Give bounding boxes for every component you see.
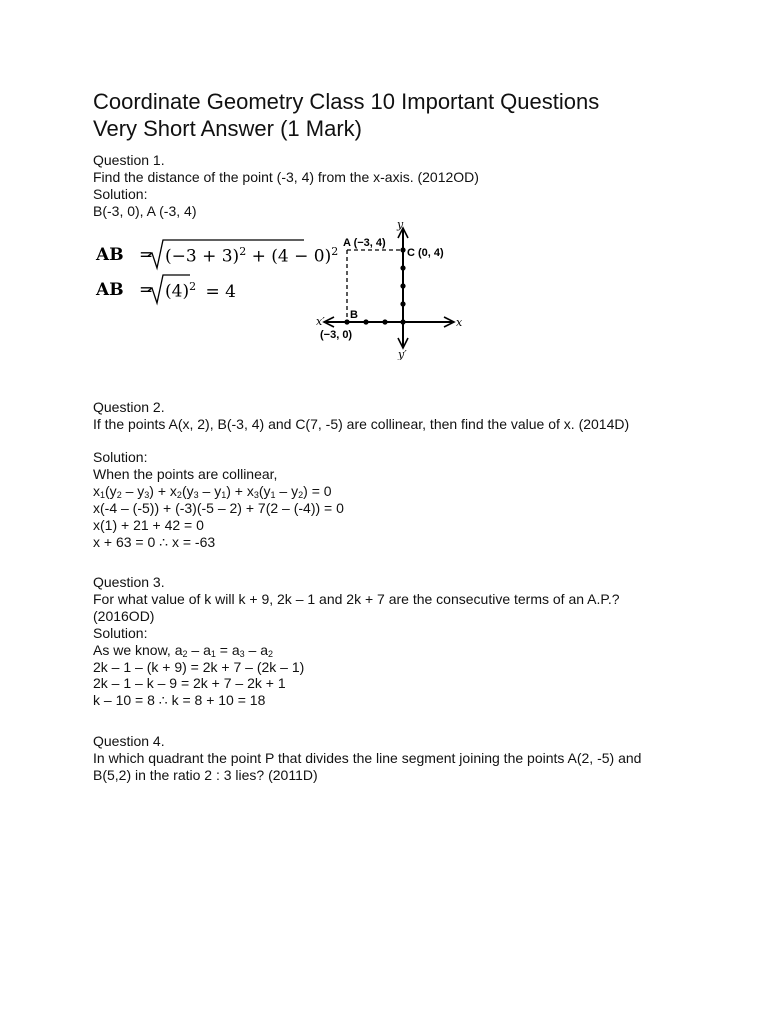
q2-line-1: When the points are collinear, bbox=[93, 466, 278, 482]
q1-solution-label: Solution: bbox=[93, 186, 148, 202]
q3-solution-label: Solution: bbox=[93, 625, 148, 641]
q1-coordinate-figure bbox=[312, 218, 472, 360]
axis-y-neg-label: y′ bbox=[398, 348, 407, 360]
formula2-inner: (4) bbox=[165, 281, 190, 302]
formula2-result: = 4 bbox=[205, 281, 236, 302]
q1-formula-2 bbox=[96, 280, 153, 300]
formula1-term-2: + (4 − 0) bbox=[251, 246, 332, 267]
formula2-lhs: AB bbox=[96, 280, 124, 300]
axis-y-label: y bbox=[397, 218, 404, 231]
label-B-coord: (−3, 0) bbox=[320, 329, 353, 341]
label-C: C (0, 4) bbox=[407, 247, 444, 259]
formula2-equals: = bbox=[138, 280, 154, 300]
q2-line-3: x(-4 – (-5)) + (-3)(-5 – 2) + 7(2 – (-4)) = 0 bbox=[93, 500, 344, 516]
q4-text: In which quadrant the point P that divides the line segment joining the points A(2, -5) and B(5,2) in the ratio 2 : 3 lies? (2011D) bbox=[93, 750, 646, 783]
axis-x-label: x bbox=[456, 316, 463, 329]
formula1-lhs: AB bbox=[96, 245, 124, 265]
q1-formula-1 bbox=[96, 245, 153, 265]
q2-line-4: x(1) + 21 + 42 = 0 bbox=[93, 517, 204, 533]
q1-text: Find the distance of the point (-3, 4) from the x-axis. (2012OD) bbox=[93, 169, 479, 185]
formula1-equals: = bbox=[138, 245, 154, 265]
q3-line-1: As we know, $a_2 - a_1 = a_3 - a_2$ bbox=[93, 642, 274, 659]
q3-text: For what value of k will k + 9, 2k – 1 and 2k + 7 are the consecutive terms of an A.P.? (2016OD) bbox=[93, 591, 624, 624]
formula2-radicand bbox=[165, 280, 236, 302]
q2-text: If the points A(x, 2), B(-3, 4) and C(7, -5) are collinear, then find the value of x. (2014D) bbox=[93, 416, 630, 432]
q2-line-5: x + 63 = 0 ∴ x = -63 bbox=[93, 534, 216, 550]
q2-heading: Question 2. bbox=[93, 399, 165, 415]
q3-line-1-prefix: As we know, a bbox=[93, 642, 183, 658]
label-B: B bbox=[350, 309, 358, 321]
q2-line-2: $x_1(y_2 - y_3) + x_2(y_3 - y_1) + x_3(y_1 - y_2) = 0$ bbox=[93, 483, 332, 500]
q3-line-2: 2k – 1 – (k + 9) = 2k + 7 – (2k – 1) bbox=[93, 659, 305, 675]
axis-x-neg-label: x′ bbox=[316, 315, 325, 328]
q4-heading: Question 4. bbox=[93, 733, 165, 749]
label-A: A (−3, 4) bbox=[343, 237, 386, 249]
q3-line-4: k – 10 = 8 ∴ k = 8 + 10 = 18 bbox=[93, 692, 266, 708]
q1-points: B(-3, 0), A (-3, 4) bbox=[93, 203, 197, 219]
page-title bbox=[93, 88, 733, 142]
q3-heading: Question 3. bbox=[93, 574, 165, 590]
title-line-1: Coordinate Geometry Class 10 Important Questions bbox=[93, 89, 600, 114]
formula1-term-1: (−3 + 3) bbox=[165, 246, 240, 267]
q3-line-3: 2k – 1 – k – 9 = 2k + 7 – 2k + 1 bbox=[93, 675, 286, 691]
formula1-exp-1: 2 bbox=[239, 245, 247, 258]
formula2-exp: 2 bbox=[189, 280, 197, 293]
title-line-2: Very Short Answer (1 Mark) bbox=[93, 116, 362, 141]
q2-solution-label: Solution: bbox=[93, 449, 148, 465]
formula1-exp-2: 2 bbox=[331, 245, 339, 258]
q1-heading: Question 1. bbox=[93, 152, 165, 168]
